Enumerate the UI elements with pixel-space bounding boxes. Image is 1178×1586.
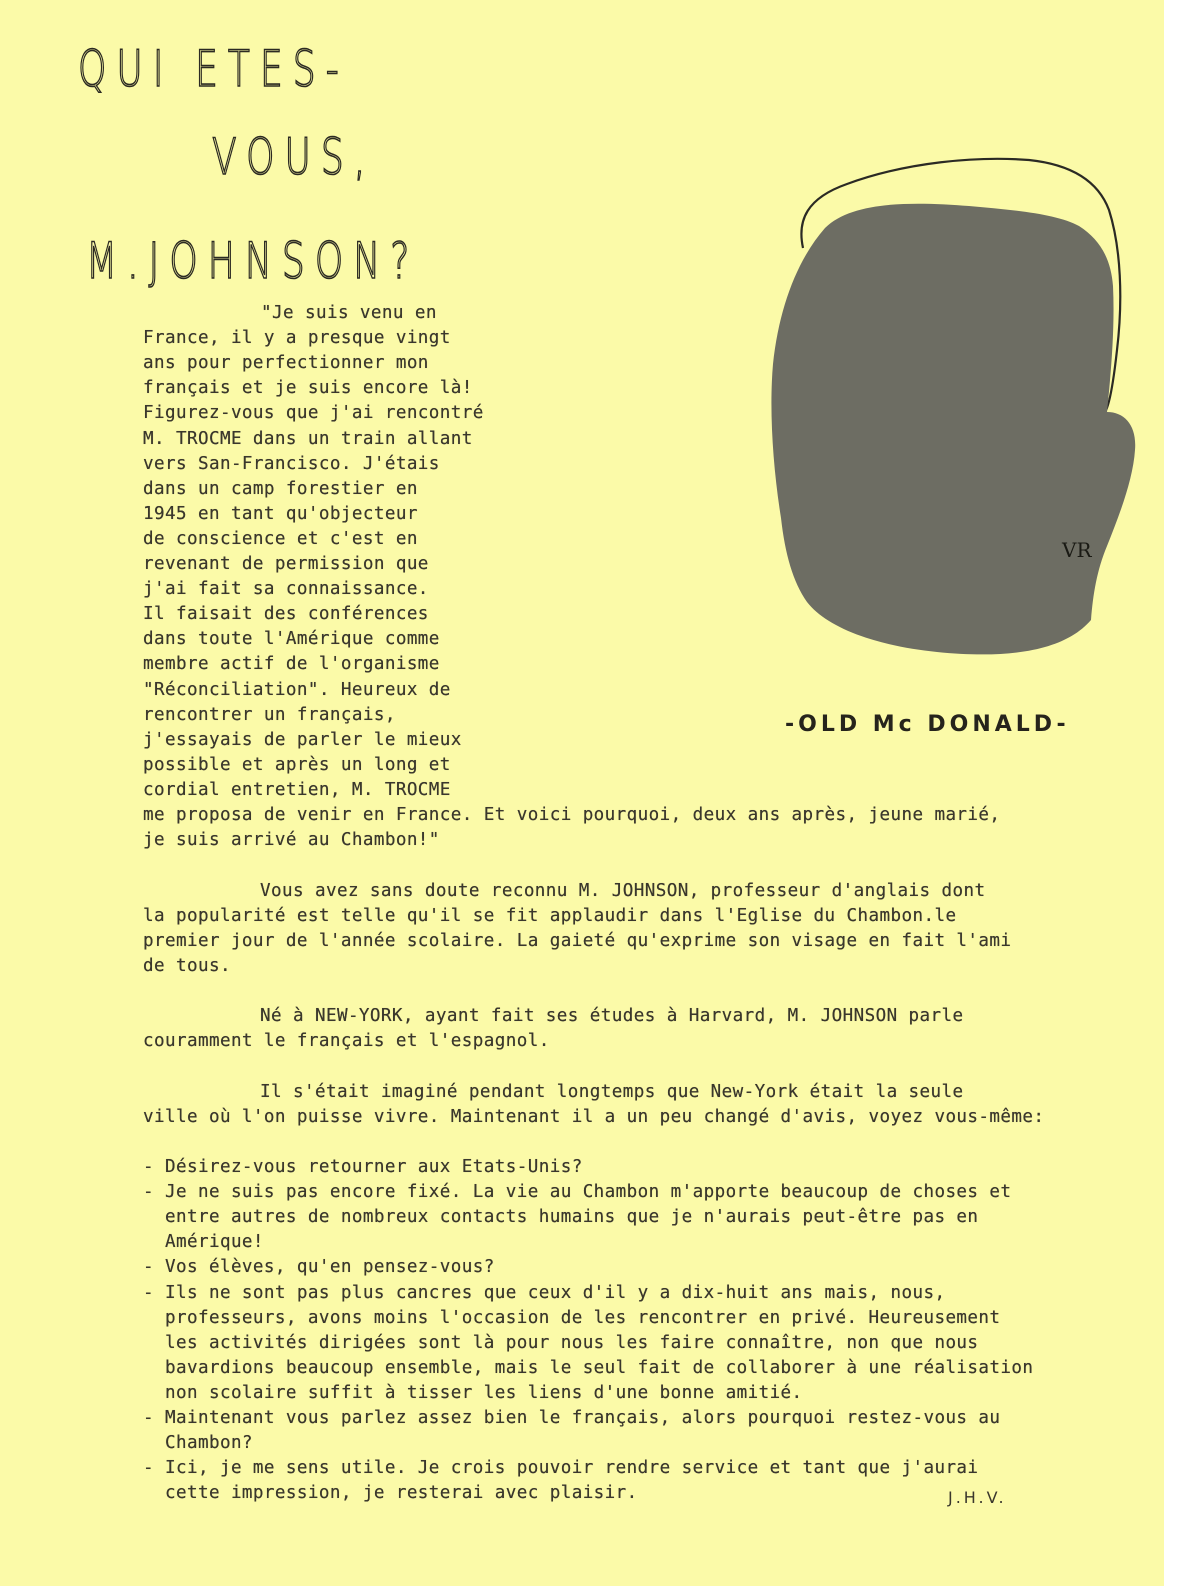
quote-line: France, il y a presque vingt — [143, 328, 451, 349]
head-silhouette-illustration — [767, 150, 1145, 670]
paragraph-line: Vous avez sans doute reconnu M. JOHNSON, professeur d'anglais dont — [260, 881, 986, 901]
dialogue-line: - Ils ne sont pas plus cancres que ceux d'il y a dix-huit ans mais, nous, — [143, 1282, 946, 1303]
dialogue-line: Amérique! — [143, 1232, 264, 1253]
artist-mark: VR — [1062, 538, 1092, 562]
quote-line: je suis arrivé au Chambon!" — [143, 830, 440, 851]
dialogue-line: bavardions beaucoup ensemble, mais le seul fait de collaborer à une réalisation — [143, 1357, 1034, 1378]
quote-line: j'ai fait sa connaissance. — [143, 579, 429, 600]
head-shape — [771, 204, 1135, 655]
paragraph-line: Il s'était imaginé pendant longtemps que New-York était la seule — [260, 1082, 964, 1102]
quote-line: Figurez-vous que j'ai rencontré — [143, 403, 484, 424]
quote-line: cordial entretien, M. TROCME — [143, 779, 451, 800]
quote-line: membre actif de l'organisme — [143, 654, 440, 675]
quote-line: M. TROCME dans un train allant — [143, 428, 473, 449]
quote-line: de conscience et c'est en — [143, 528, 418, 549]
quote-line: j'essayais de parler le mieux — [143, 729, 462, 750]
dialogue-line: les activités dirigées sont là pour nous les faire connaître, non que nous — [143, 1332, 979, 1353]
paragraph-line: ville où l'on puisse vivre. Maintenant il a un peu changé d'avis, voyez vous-même: — [143, 1107, 1045, 1127]
quote-line: 1945 en tant qu'objecteur — [143, 503, 418, 524]
quote-line: revenant de permission que — [143, 554, 429, 574]
quote-line: vers San-Francisco. J'étais — [143, 453, 440, 474]
quote-line: rencontrer un français, — [143, 704, 396, 725]
dialogue-line: entre autres de nombreux contacts humains que je n'aurais peut-être pas en — [143, 1207, 979, 1228]
quote-line: me proposa de venir en France. Et voici pourquoi, deux ans après, jeune marié, — [143, 805, 1001, 825]
dialogue-line: professeurs, avons moins l'occasion de les rencontrer en privé. Heureusement — [143, 1307, 1001, 1328]
paragraph-line: premier jour de l'année scolaire. La gaieté qu'exprime son visage en fait l'ami — [143, 931, 1012, 951]
dialogue-line: - Ici, je me sens utile. Je crois pouvoir rendre service et tant que j'aurai — [143, 1458, 979, 1479]
quote-line: français et je suis encore là! — [143, 378, 473, 399]
quote-line: "Réconciliation". Heureux de — [143, 679, 451, 700]
quote-line: Il faisait des conférences — [143, 604, 429, 625]
quote-line: "Je suis venu en — [261, 303, 437, 323]
headline-line-2: VOUS, — [212, 128, 376, 186]
dialogue-line: - Je ne suis pas encore fixé. La vie au Chambon m'apporte beaucoup de choses et — [143, 1182, 1012, 1203]
quote-line: ans pour perfectionner mon — [143, 353, 429, 374]
dialogue-line: - Vos élèves, qu'en pensez-vous? — [143, 1257, 495, 1278]
headline-line-1: QUI ETES- — [78, 40, 349, 98]
paragraph-line: la popularité est telle qu'il se fit applaudir dans l'Eglise du Chambon.le — [143, 906, 957, 926]
headline-line-3: M.JOHNSON? — [86, 232, 420, 290]
quote-line: dans un camp forestier en — [143, 478, 418, 499]
dialogue-line: Chambon? — [143, 1433, 253, 1454]
illustration-caption: -OLD Mc DONALD- — [785, 712, 1070, 737]
paragraph-line: couramment le français et l'espagnol. — [143, 1031, 550, 1051]
quote-line: dans toute l'Amérique comme — [143, 629, 440, 650]
dialogue-line: - Désirez-vous retourner aux Etats-Unis? — [143, 1157, 583, 1177]
dialogue-line: - Maintenant vous parlez assez bien le français, alors pourquoi restez-vous au — [143, 1408, 1001, 1428]
quote-line: possible et après un long et — [143, 754, 451, 775]
dialogue-line: cette impression, je resterai avec plaisir. — [143, 1483, 638, 1504]
paragraph-line: Né à NEW-YORK, ayant fait ses études à Harvard, M. JOHNSON parle — [260, 1006, 964, 1026]
author-signature: J.H.V. — [948, 1488, 1007, 1507]
paragraph-line: de tous. — [143, 956, 231, 976]
dialogue-line: non scolaire suffit à tisser les liens d'une bonne amitié. — [143, 1382, 803, 1403]
